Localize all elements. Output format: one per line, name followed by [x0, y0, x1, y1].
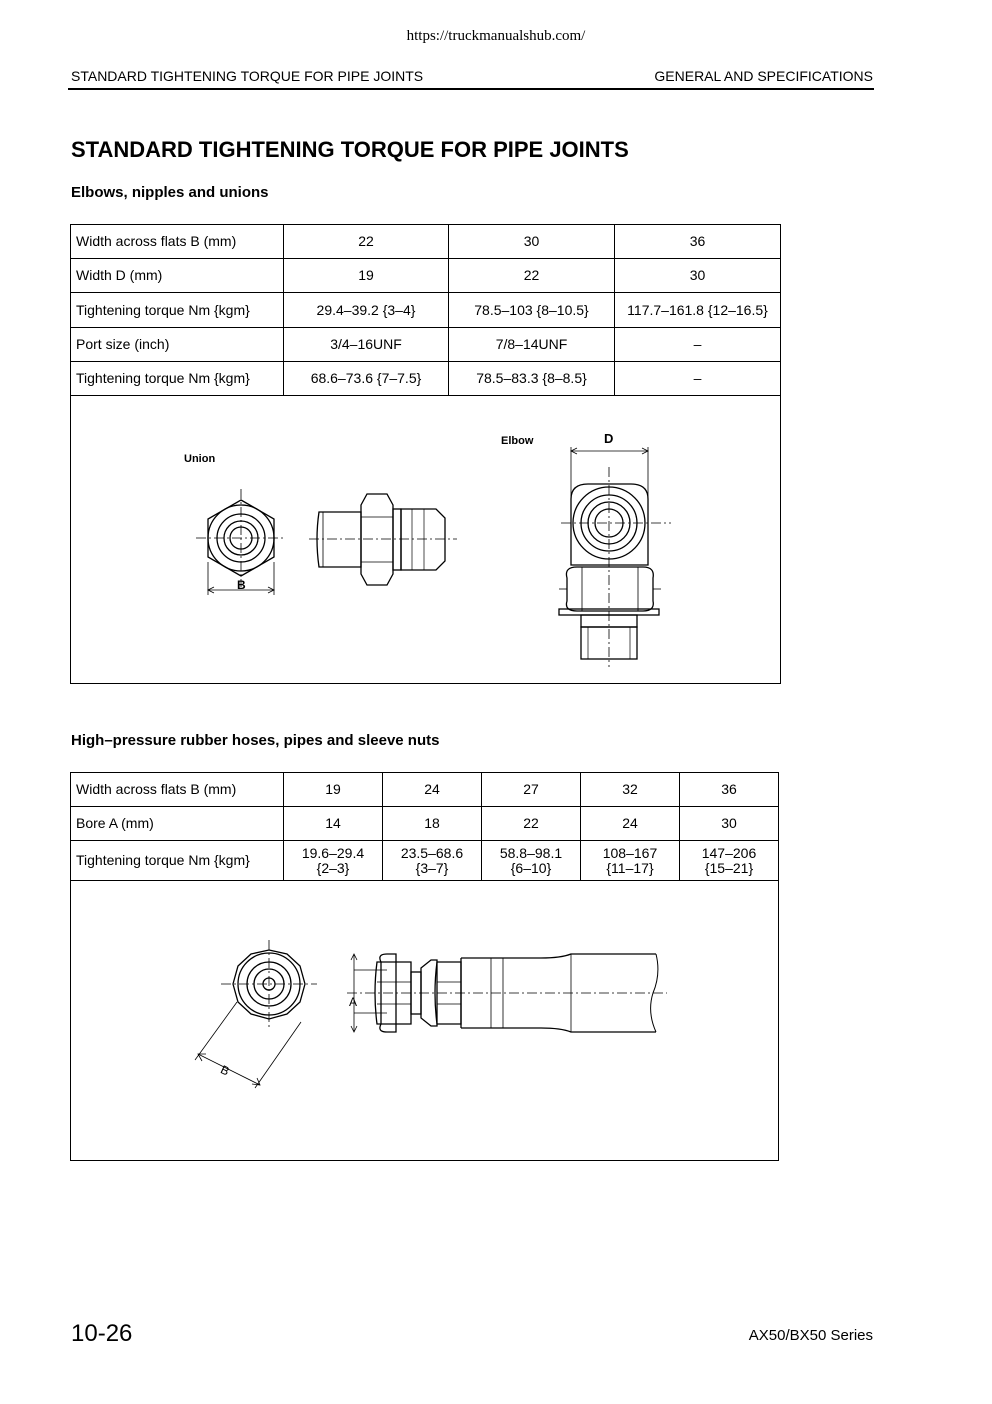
table-cell: 30 — [615, 259, 781, 293]
table-cell: 32 — [581, 773, 680, 807]
table-cell: 58.8–98.1 {6–10} — [482, 841, 581, 881]
table-cell: 36 — [615, 225, 781, 259]
elbow-fitting-icon — [559, 467, 671, 667]
table-row — [71, 259, 781, 293]
union-elbow-drawing — [71, 397, 779, 683]
table-row — [71, 841, 779, 881]
table-row — [71, 328, 781, 362]
table-cell: 22 — [449, 259, 615, 293]
row-label: Width D (mm) — [71, 259, 284, 293]
table-cell: 19 — [284, 773, 383, 807]
sleeve-nut-end-view-icon — [195, 940, 317, 1088]
table-row — [71, 225, 781, 259]
table-cell: 3/4–16UNF — [284, 328, 449, 362]
table-cell: 68.6–73.6 {7–7.5} — [284, 362, 449, 396]
running-header-left: STANDARD TIGHTENING TORQUE FOR PIPE JOINTS — [71, 68, 424, 84]
table-cell: 108–167 {11–17} — [581, 841, 680, 881]
running-header-right: GENERAL AND SPECIFICATIONS — [654, 68, 873, 84]
hose-sleeve-nut-drawing — [71, 882, 777, 1160]
table-cell: 36 — [680, 773, 779, 807]
table-cell: 30 — [680, 807, 779, 841]
table-cell: 27 — [482, 773, 581, 807]
dim-b-label: B — [237, 577, 246, 592]
table-cell: 22 — [284, 225, 449, 259]
table-cell: 14 — [284, 807, 383, 841]
table-cell: 117.7–161.8 {12–16.5} — [615, 293, 781, 328]
table-cell: 29.4–39.2 {3–4} — [284, 293, 449, 328]
row-label: Bore A (mm) — [71, 807, 284, 841]
table-cell: 19 — [284, 259, 449, 293]
table-cell: 147–206 {15–21} — [680, 841, 779, 881]
hoses-torque-table — [70, 772, 779, 1161]
union-side-view-icon — [309, 494, 457, 585]
table-row-figure — [71, 396, 781, 684]
table-cell: 24 — [581, 807, 680, 841]
dim-b-label: B — [218, 1061, 232, 1078]
page-number: 10-26 — [71, 1320, 133, 1347]
row-label: Tightening torque Nm {kgm} — [71, 841, 284, 881]
table-cell: – — [615, 362, 781, 396]
table-row-figure — [71, 881, 779, 1161]
source-url: https://truckmanualshub.com/ — [406, 28, 586, 44]
page-title: STANDARD TIGHTENING TORQUE FOR PIPE JOINTS — [71, 137, 629, 162]
table-row — [71, 807, 779, 841]
table-cell: 23.5–68.6 {3–7} — [383, 841, 482, 881]
table-row — [71, 773, 779, 807]
section-heading-hoses: High–pressure rubber hoses, pipes and sleeve nuts — [71, 732, 440, 749]
table-row — [71, 362, 781, 396]
row-label: Width across flats B (mm) — [71, 773, 284, 807]
row-label: Tightening torque Nm {kgm} — [71, 293, 284, 328]
table-cell: 78.5–103 {8–10.5} — [449, 293, 615, 328]
row-label: Width across flats B (mm) — [71, 225, 284, 259]
section-heading-elbows: Elbows, nipples and unions — [71, 184, 269, 201]
table-cell: 24 — [383, 773, 482, 807]
table-cell: 7/8–14UNF — [449, 328, 615, 362]
row-label: Port size (inch) — [71, 328, 284, 362]
elbows-torque-table — [70, 224, 781, 684]
row-label: Tightening torque Nm {kgm} — [71, 362, 284, 396]
table-cell: 18 — [383, 807, 482, 841]
dim-d-label: D — [604, 430, 614, 446]
figure-cell — [71, 396, 781, 684]
table-row — [71, 293, 781, 328]
elbow-label: Elbow — [501, 434, 534, 447]
table-cell: – — [615, 328, 781, 362]
table-cell: 78.5–83.3 {8–8.5} — [449, 362, 615, 396]
figure-cell — [71, 881, 779, 1161]
table-cell: 30 — [449, 225, 615, 259]
table-cell: 19.6–29.4 {2–3} — [284, 841, 383, 881]
series-name: AX50/BX50 Series — [748, 1327, 873, 1344]
hose-pipe-side-view-icon — [347, 954, 667, 1032]
header-rule — [68, 88, 874, 90]
dim-a-label: A — [349, 994, 358, 1009]
union-label: Union — [184, 452, 216, 465]
table-cell: 22 — [482, 807, 581, 841]
